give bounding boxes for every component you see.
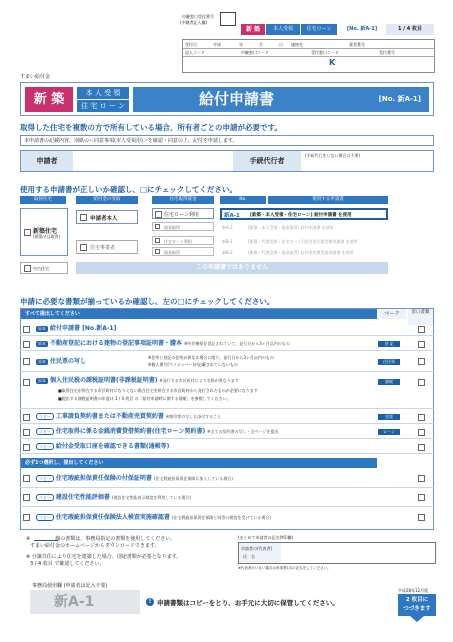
office-use-label: 事務局使用欄 (申請者は記入不要): [32, 583, 108, 589]
cash-checkbox-2[interactable]: [155, 249, 160, 254]
doc-row: [20, 373, 434, 409]
title-form-no: [No. 新A-1]: [378, 95, 421, 103]
honnin-option[interactable]: [76, 210, 138, 224]
doc-checkbox[interactable]: [23, 326, 30, 333]
doc-checkbox[interactable]: [23, 444, 30, 451]
day-label: 日: [279, 42, 283, 47]
info-icon: !: [146, 598, 154, 606]
office-checkbox[interactable]: [418, 429, 425, 436]
top-form-no: [No. 新A-1]: [346, 26, 378, 32]
loan-use-checkbox[interactable]: [155, 211, 162, 218]
year-label: 年: [239, 42, 243, 47]
contact-label: 連絡先: [291, 42, 303, 47]
col-housing: 取得住宅: [20, 196, 66, 204]
doc-title: 工事請負契約書または不動産売買契約書: [55, 413, 164, 420]
loan-use-option[interactable]: [152, 208, 214, 219]
agent-name-field[interactable]: [305, 159, 431, 169]
always-header: すべて提出してください: [21, 309, 377, 319]
office-label-2: (中継者記入欄): [180, 20, 208, 25]
footer-note-4: 3 / 4 枚目 で確認してください。: [30, 561, 105, 567]
doc-checkbox[interactable]: [23, 358, 30, 365]
doc-title: 不動産登記における建物の登記事項証明書・謄本: [50, 340, 183, 347]
doc-note-2: ■取得住宅が所在する市区町村になりえない場合住宅を所在する市区町村から発行されたものが必要になります: [58, 388, 258, 393]
cash-label-2: 現金取得: [164, 250, 180, 255]
title-honnin-badge: 本 人 受 領: [77, 87, 129, 99]
doc-note: ※所有権保存登記されていて、発行日から3ヶ月以内のもの: [183, 341, 290, 346]
col-form: 使用する申請書: [268, 196, 388, 204]
doc-note: ※割印等の写しも添付すること: [165, 414, 222, 419]
doc-note: ※住所と登記の住所が異なる場合に限り、発行日から3ヶ月以内のもの: [148, 355, 274, 360]
choose-checkbox[interactable]: [23, 514, 30, 521]
copy-badge: コピー: [36, 413, 54, 420]
doc-checkbox[interactable]: [23, 379, 30, 386]
col-funds: 住宅取得資金: [152, 196, 214, 204]
relay-code-label: 中継窓口コード: [241, 50, 269, 55]
loan-use-label-2: 住宅ローン利用: [164, 239, 192, 244]
copy-badge: コピー: [36, 428, 54, 435]
col-receive: 給付金の受取: [76, 196, 138, 204]
office-checkbox[interactable]: [418, 341, 425, 348]
original-badge: 原本: [38, 341, 46, 346]
business-no-label: 業者番号: [349, 42, 365, 47]
copy-notice: 申請書類はコピーをとり、お手元に大切に保管してください。: [157, 599, 339, 607]
top-honnin-badge: 本人受領: [266, 24, 300, 35]
agent-checkbox[interactable]: [80, 244, 87, 251]
k-mark: K: [329, 58, 336, 67]
top-loan-badge: 住宅ローン: [301, 24, 337, 35]
form-row-text: [新築・代理受領・住宅ローン] 給付金代理受領申請書 を使用: [248, 239, 358, 244]
applicant-label: 申請者: [21, 151, 73, 171]
form-selector: [20, 196, 434, 284]
doc-note-3: ■提出する課税証明書の年度は 1 / 4 枚目 の「給付申請時に関する情報」を参照してください。: [58, 396, 231, 401]
shinchiku-label: 新築住宅: [33, 228, 58, 235]
form-row-text: [新築・本人受領・現金取得] 給付申請書 を使用: [248, 225, 334, 230]
doc-checkbox[interactable]: [23, 429, 30, 436]
office-checkbox[interactable]: [418, 514, 425, 521]
mark-badge: 売買: [378, 414, 400, 420]
doc-note-2: ※個人番号(マイナンバー)が記載されていないもの: [148, 362, 238, 367]
agent-option-label: 住宅事業者: [90, 245, 116, 251]
choose-header: 必ず1つ選択し、提出してください: [21, 458, 377, 468]
consent-note: 本申請書の記載内容、別紙の＜同意事項(本人受領用)＞を確認・同意の上、記付を申請します。: [20, 135, 434, 146]
doc-row: [20, 352, 434, 372]
doc-title: 住宅取得に係る金銭消費貸借契約書(住宅ローン契約書): [55, 428, 206, 435]
form-row-no: 新B-2: [222, 250, 233, 255]
doc-row: [20, 425, 434, 439]
office-checkbox[interactable]: [418, 414, 425, 421]
reception-date-label: 受付日: [185, 42, 197, 47]
loan-use-option-2[interactable]: [152, 236, 214, 245]
footer-note-2: すまい給付金のホームページからダウンロードできます。: [30, 543, 160, 549]
doc-title: 住民票の写し: [50, 358, 87, 365]
office-checkbox[interactable]: [418, 326, 425, 333]
doc-title: 建設住宅性能評価書: [55, 494, 110, 501]
doc-row: [20, 337, 434, 351]
extra-header: 窓口書類: [408, 309, 433, 325]
original-badge: 原本: [38, 359, 46, 364]
footer-note-3: ※ 分譲共住により住宅を建築した場合、別途書類が必要となります。: [26, 554, 182, 560]
copy-badge: コピー: [36, 494, 54, 501]
honnin-label: 申請者本人: [90, 216, 118, 222]
company-name: すまい給付金: [20, 74, 51, 80]
doc-note: (建設住宅性能表示制度を利用している場合): [111, 495, 191, 500]
form-row-2: [220, 223, 388, 232]
mark-badge: 登 記: [378, 341, 400, 347]
edition-label: 平成28年12月版: [398, 588, 429, 593]
office-label-1: 中継窓口受付番号: [182, 14, 214, 19]
choose-row: [20, 508, 434, 528]
doc-title: 給付申請書 [No.新A-1]: [50, 325, 117, 332]
title-bar: [133, 87, 429, 112]
cash-label: 現金取得: [164, 225, 180, 230]
not-used-bar: この申請書ではありません: [76, 262, 388, 274]
month-label: 月: [259, 42, 263, 47]
signature-small-note: ※代表者がいない場合は申請者1名の記名をしてください。: [238, 566, 331, 570]
title-shinchiku-badge: 新 築: [25, 87, 73, 112]
doc-note: ※全ての契約書の写し・全ページを提出: [207, 429, 279, 434]
cash-checkbox[interactable]: [155, 224, 160, 229]
signature-label-1: 申請者の(代表者): [241, 546, 273, 551]
entry-code-label: 追入コード: [185, 50, 205, 55]
form-row-text: [新築・代理受領・現金取得] 給付金代理受領申請書 を使用: [248, 250, 354, 255]
doc-title: 住宅瑕疵担保責任保険の付保証明書: [55, 475, 152, 482]
copy-badge: コピー: [36, 514, 54, 521]
copy-badge: コピー: [36, 475, 54, 482]
office-checkbox[interactable]: [418, 358, 425, 365]
heisei-label: 平成: [213, 42, 221, 47]
doc-checkbox[interactable]: [23, 414, 30, 421]
doc-checkbox[interactable]: [23, 341, 30, 348]
office-use-box: [30, 590, 140, 614]
choose-checkbox[interactable]: [23, 475, 30, 482]
doc-note: (住宅瑕疵担保責任保険に加入している場合): [153, 476, 233, 481]
receive-code-label: 受付窓口コード: [311, 50, 339, 55]
signature-note: (まとめて申請者の記名押印欄): [238, 535, 294, 540]
mark-badge: 住民票: [378, 359, 400, 365]
copy-badge: コピー: [36, 443, 54, 450]
shinchiku-option[interactable]: [20, 208, 68, 256]
ownership-notice: 取得した住宅を複数の方で所有している場合、所有者ごとの申請が必要です。: [20, 123, 282, 132]
underline-sample: [34, 540, 58, 541]
col-no: No.: [220, 196, 266, 204]
section1-title: 使用する申請書が正しいか確認し、□にチェックしてください。: [20, 185, 237, 194]
title-block: [20, 82, 434, 116]
footer-note-1: ※ 線の書類は、事務局指定の書類を使用してください。: [26, 536, 176, 542]
receive-no-label: 受付番号: [379, 50, 395, 55]
doc-row: [20, 440, 434, 454]
mark-badge: 課税: [378, 379, 400, 385]
form-row-text: [新築・本人受領・住宅ローン] 給付申請書 を使用: [250, 213, 352, 218]
loan-use-label: 住宅ローン利用: [164, 212, 199, 218]
choose-checkbox[interactable]: [23, 494, 30, 501]
doc-note: (住宅瑕疵担保責任保険と同等の検査を受けている場合): [171, 515, 271, 520]
form-row-4: [220, 248, 388, 257]
agent-note: (手続代行をしない場合は不要): [305, 153, 361, 158]
choose-row: [20, 489, 434, 507]
down-arrow-icon: [410, 616, 424, 622]
top-page-indicator: 1 / 4 枚目: [386, 24, 434, 35]
agent-label: 手続代行者: [233, 151, 301, 171]
signature-box[interactable]: [238, 542, 436, 564]
office-number-box[interactable]: [220, 12, 236, 26]
office-checkbox[interactable]: [418, 379, 425, 386]
applicant-row: [20, 150, 434, 172]
original-badge: 原本: [38, 378, 46, 383]
honnin-checkbox[interactable]: [80, 214, 87, 221]
cash-option[interactable]: [152, 222, 214, 231]
original-badge: 原本: [38, 326, 46, 331]
doc-title: 住宅瑕疵担保責任保険法人検査実施確認書: [55, 514, 170, 521]
office-checkbox[interactable]: [418, 475, 425, 482]
choose-row: [20, 470, 434, 488]
chuko-checkbox[interactable]: [24, 265, 31, 272]
chuko-option[interactable]: [20, 262, 68, 274]
form-row-1: [220, 208, 388, 220]
form-row-3: [220, 237, 388, 246]
office-checkbox[interactable]: [418, 444, 425, 451]
office-checkbox[interactable]: [418, 494, 425, 501]
loan-use-checkbox-2[interactable]: [155, 238, 160, 243]
reception-grid: [182, 39, 435, 73]
cash-option-2[interactable]: [152, 247, 214, 256]
signature-label-2: 氏 名: [243, 554, 255, 559]
mark-header: マーク: [378, 309, 406, 319]
next-page-badge: 2 枚目に つづきます: [398, 594, 436, 616]
doc-title: 個人住民税の課税証明書(非課税証明書): [50, 377, 158, 384]
doc-note: ※発行する市区町村により名称が異なります: [159, 378, 239, 383]
doc-title: 給付金受取口座を確認できる書類(通帳等): [55, 443, 170, 450]
shinchiku-checkbox[interactable]: [24, 229, 31, 236]
agent-option[interactable]: [76, 240, 138, 254]
form-code-large: 新A-1: [54, 594, 95, 610]
title-loan-badge: 住 宅 ロ ー ン: [77, 100, 129, 112]
form-row-no: 新A-1: [224, 213, 240, 219]
shinchiku-sub: (建築又は取得): [33, 234, 61, 239]
form-row-no: 新A-2: [222, 225, 233, 230]
page-title: 給付申請書: [199, 90, 275, 108]
doc-row: [20, 410, 434, 424]
doc-row: [20, 322, 434, 336]
section2-title: 申請に必要な書類が揃っているか確認し、左の□にチェックしてください。: [20, 297, 275, 306]
chuko-label: 中古住宅: [33, 266, 49, 271]
form-row-no: 新B-1: [222, 239, 233, 244]
mark-badge: ローン: [378, 429, 400, 435]
applicant-name-field[interactable]: [75, 153, 225, 169]
top-shinchiku-badge: 新 築: [241, 24, 265, 35]
